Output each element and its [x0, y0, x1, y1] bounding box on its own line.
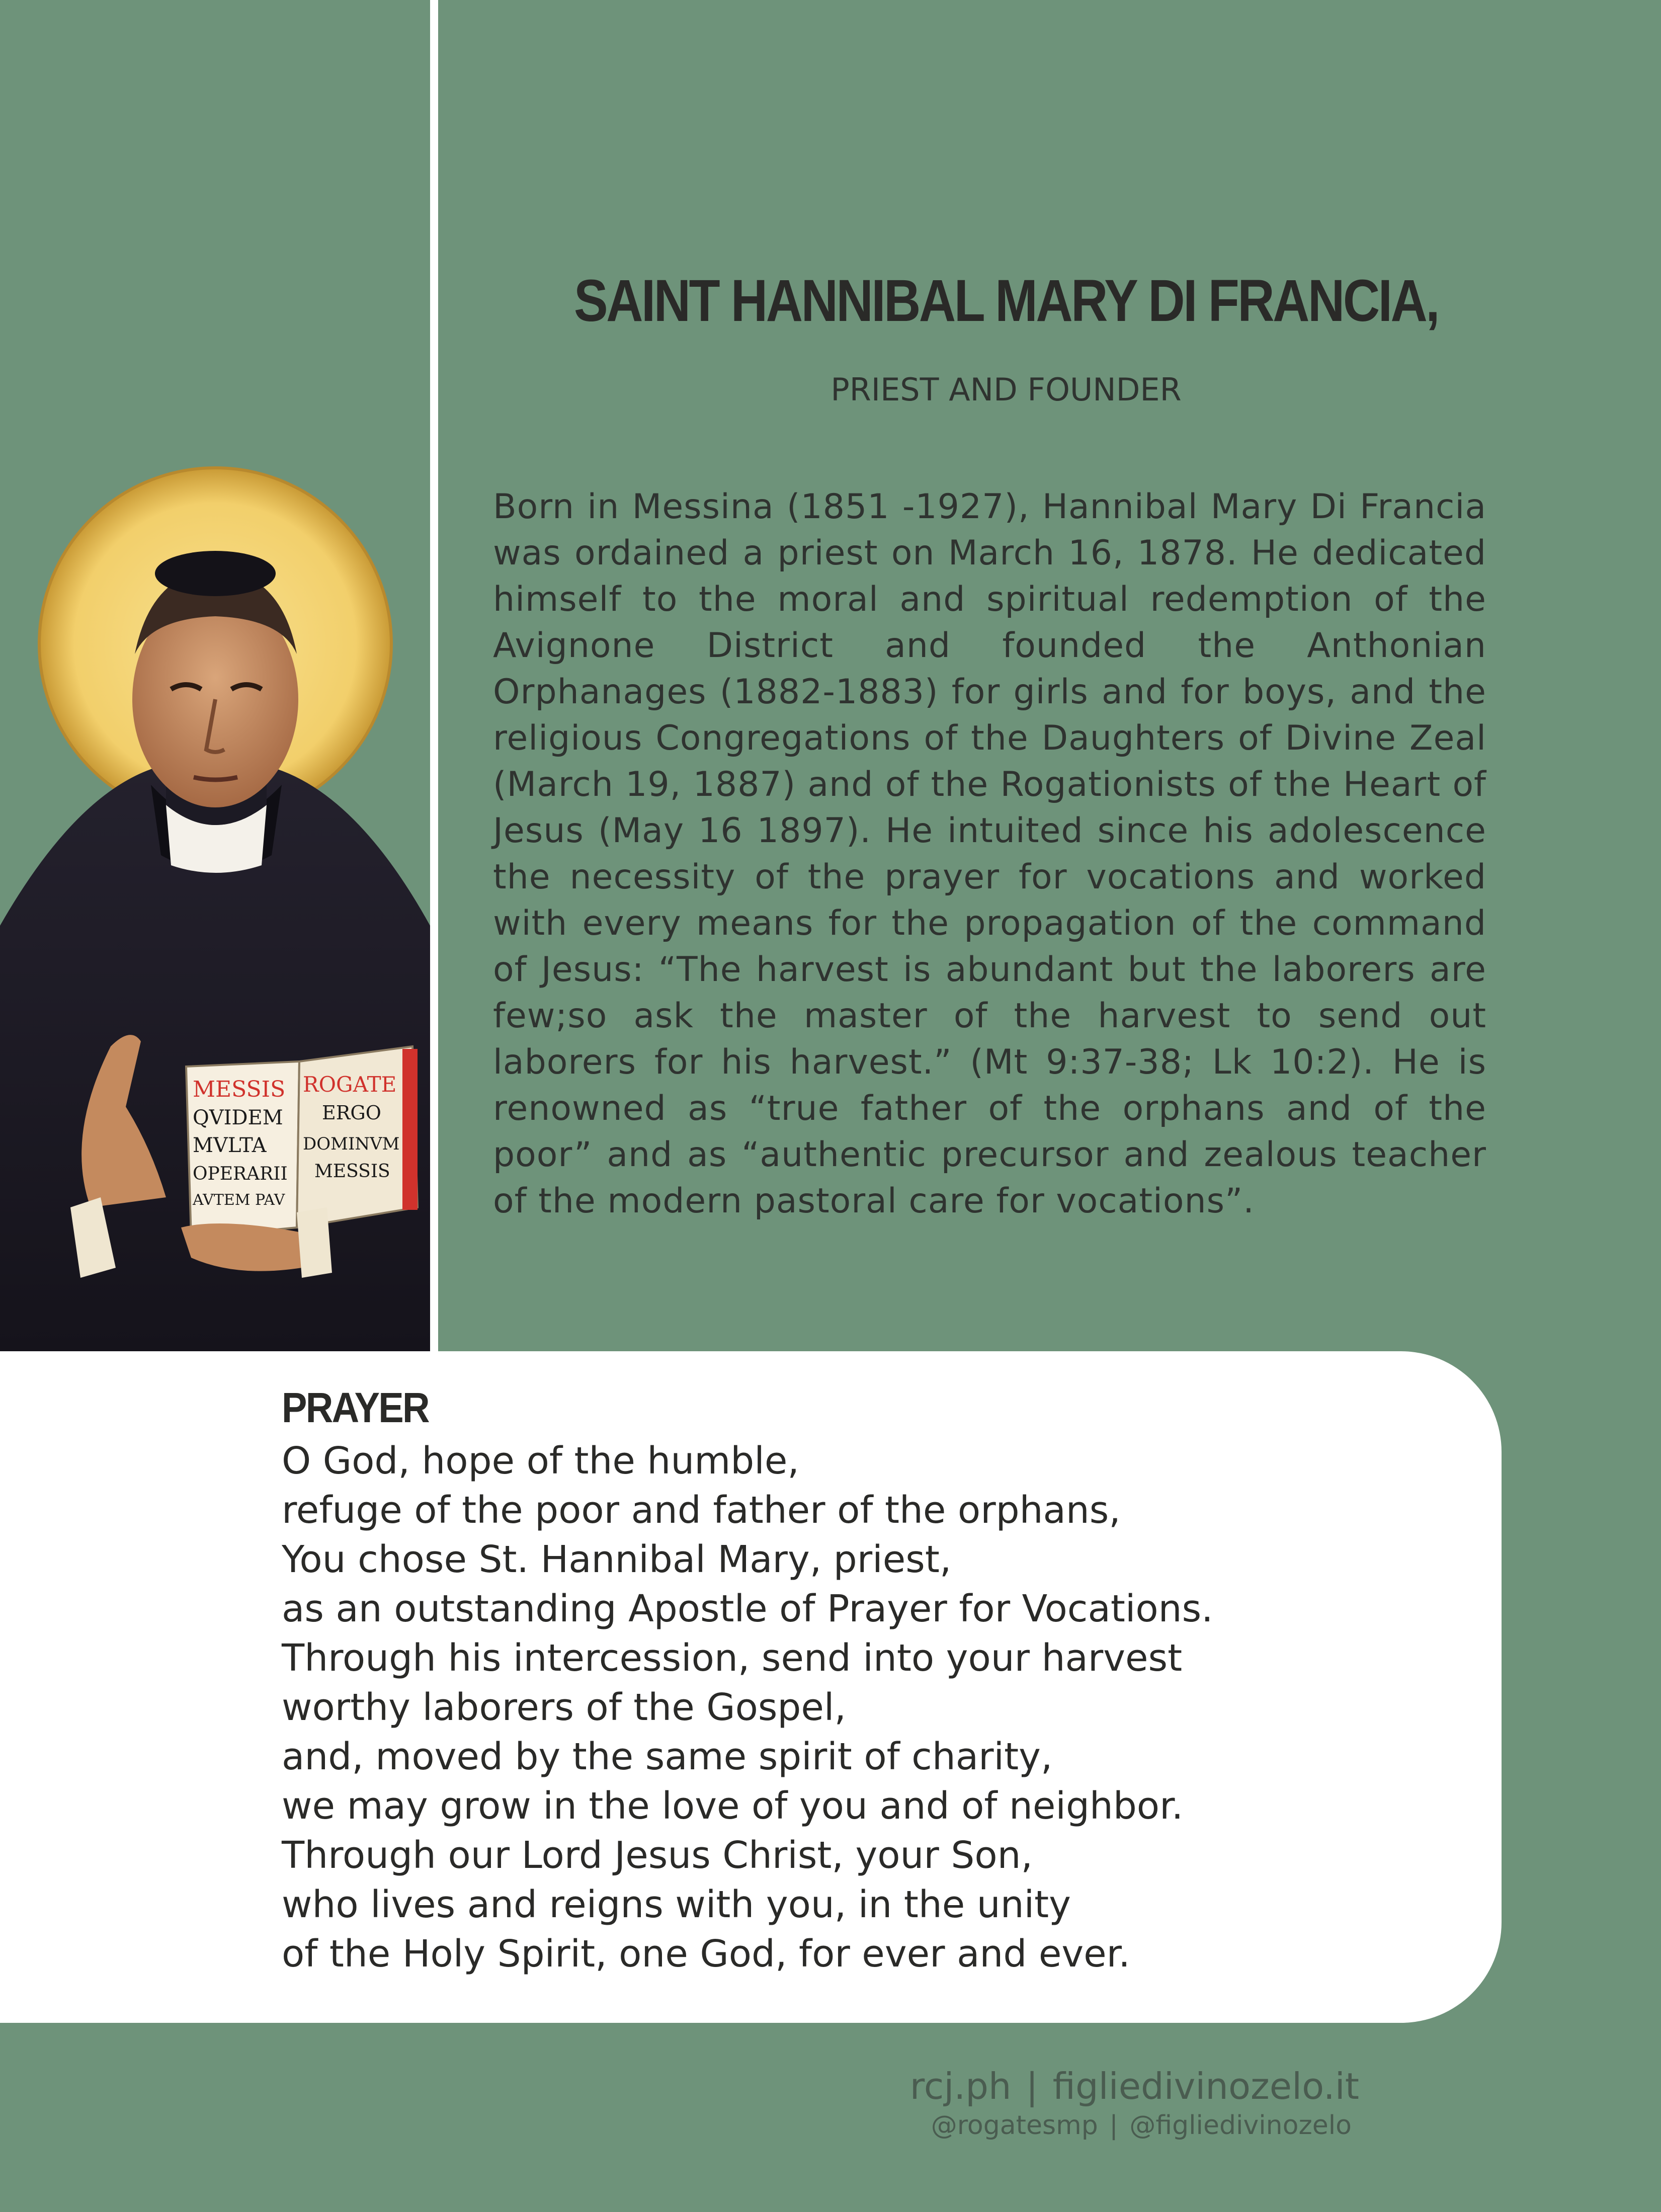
footer-websites: [910, 2065, 1359, 2107]
prayer-line: Through our Lord Jesus Christ, your Son,: [282, 1834, 1033, 1877]
book-right-line-3: DOMINVM: [303, 1134, 400, 1154]
social-handle-figlie[interactable]: @figliedivinozelo: [1129, 2110, 1352, 2141]
open-book: [186, 1046, 418, 1238]
book-left-line-5: AVTEM PAV: [193, 1191, 285, 1209]
prayer-line: Through his intercession, send into your harvest: [282, 1636, 1183, 1680]
prayer-line: who lives and reigns with you, in the unity: [282, 1883, 1071, 1926]
social-handle-rogatesmp[interactable]: @rogatesmp: [931, 2110, 1098, 2141]
prayer-line: You chose St. Hannibal Mary, priest,: [282, 1538, 952, 1581]
prayer-line: of the Holy Spirit, one God, for ever and ever.: [282, 1932, 1130, 1976]
skullcap-shape: [155, 551, 276, 596]
prayer-line: and, moved by the same spirit of charity,: [282, 1735, 1053, 1778]
biography-text: Born in Messina (1851 -1927), Hannibal Mary Di Francia was ordained a priest on March 16, 1878. He dedicated himself to the moral and spiritual redemption of the Avignone District and founded the Anthonian Orphanages (1882-1883) for girls and for boys, and the religious Congregations of the Daughters of Divine Zeal (March 19, 1887) and of the Rogationists of the Heart of Jesus (May 16 1897). He intuited since his adolescence the necessity of the prayer for vocations and worked with every means for the propagation of the command of Jesus: “The harvest is abundant but the laborers are few;so ask the master of the harvest to send out laborers for his harvest.” (Mt 9:37-38; Lk 10:2). He is renowned as “true father of the orphans and of the poor” and as “authentic precursor and zealous teacher of the modern pastoral care for vocations”.: [493, 487, 1486, 1221]
book-left-line-4: OPERARII: [193, 1164, 288, 1184]
prayer-line: we may grow in the love of you and of neighbor.: [282, 1784, 1184, 1828]
footer-separator: |: [1109, 2110, 1118, 2141]
book-left-line-2: QVIDEM: [193, 1106, 283, 1129]
prayer-line: O God, hope of the humble,: [282, 1439, 799, 1483]
website-link-figlie[interactable]: figliedivinozelo.it: [1052, 2065, 1359, 2107]
book-right-line-1: ROGATE: [303, 1072, 397, 1097]
prayer-line: refuge of the poor and father of the orphans,: [282, 1489, 1121, 1532]
saint-portrait: [0, 0, 430, 1351]
right-cuff: [297, 1207, 332, 1278]
book-right-line-2: ERGO: [322, 1102, 381, 1124]
page-subtitle: PRIEST AND FOUNDER: [831, 371, 1182, 408]
page-title: SAINT HANNIBAL MARY DI FRANCIA,: [573, 268, 1439, 334]
book-left-line-1: MESSIS: [193, 1077, 286, 1102]
book-left-line-3: MVLTA: [193, 1134, 267, 1157]
book-right-line-4: MESSIS: [314, 1161, 390, 1182]
prayer-line: worthy laborers of the Gospel,: [282, 1686, 846, 1729]
prayer-heading: PRAYER: [282, 1384, 429, 1431]
mouth-line: [194, 777, 237, 780]
prayer-line: as an outstanding Apostle of Prayer for Vocations.: [282, 1587, 1213, 1630]
prayer-text: [282, 1436, 1213, 1979]
footer-social-handles: [931, 2110, 1352, 2141]
footer-separator: |: [1026, 2065, 1038, 2107]
website-link-rcj[interactable]: rcj.ph: [909, 2065, 1012, 2107]
saint-icon-image: [0, 0, 430, 1351]
vertical-divider: [430, 0, 438, 1351]
